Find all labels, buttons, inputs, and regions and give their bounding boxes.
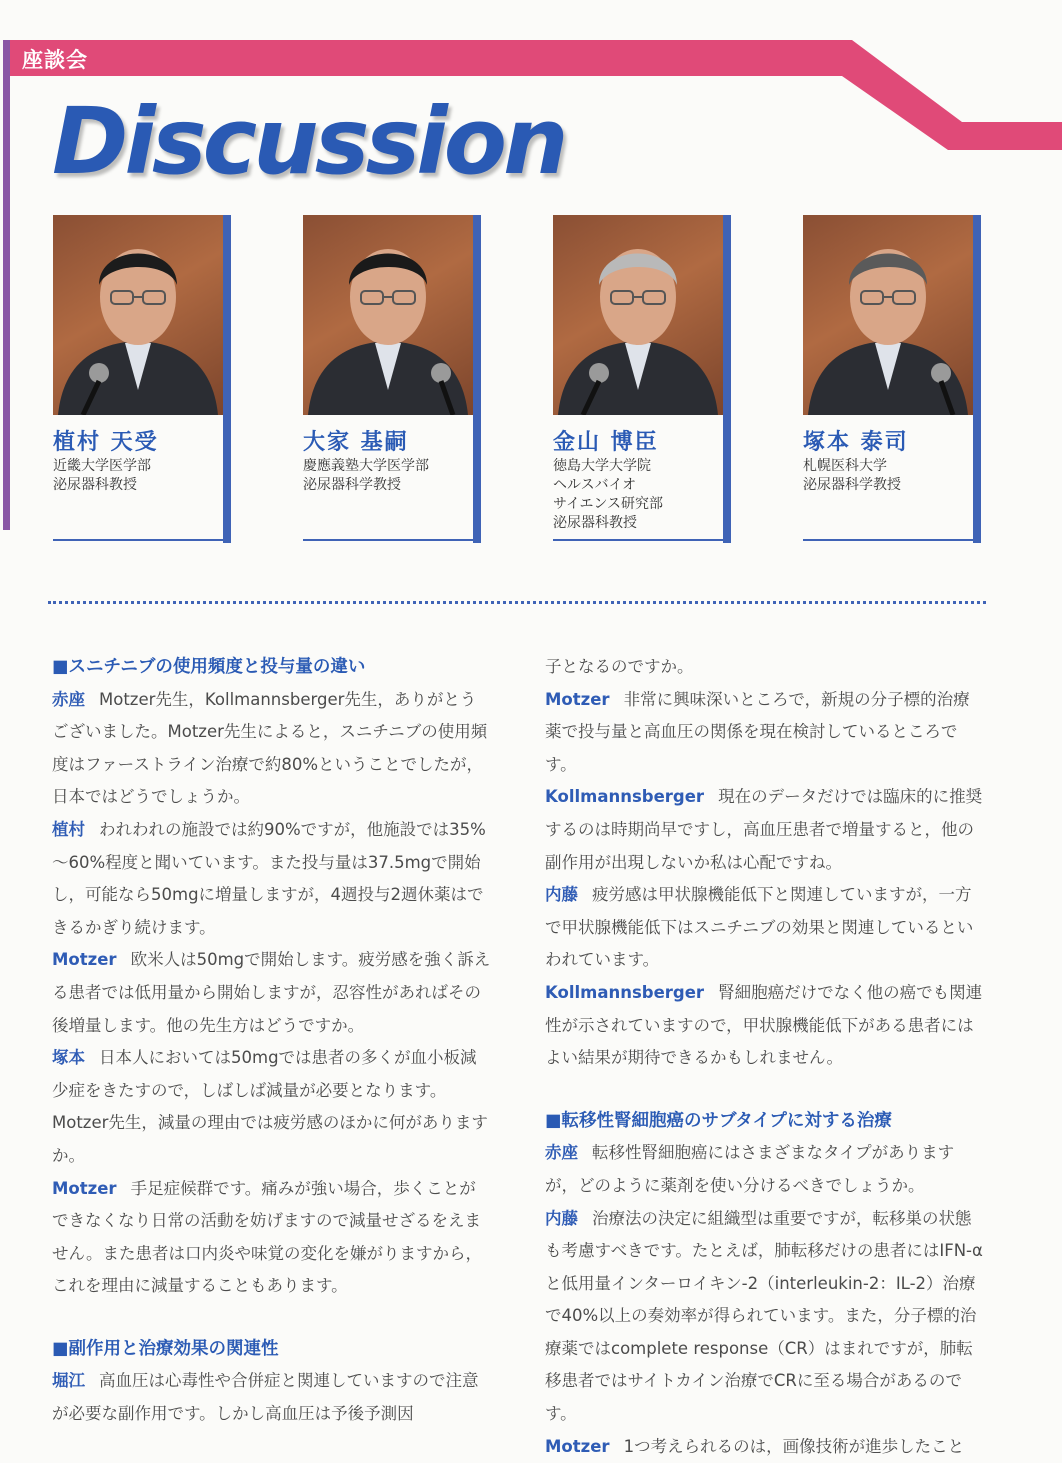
dialogue-paragraph bbox=[545, 977, 985, 1075]
section-heading: ■スニチニブの使用頻度と投与量の違い bbox=[52, 657, 366, 677]
dialogue-text: 疲労感は甲状腺機能低下と関連していますが，一方で甲状腺機能低下はスニチニブの効果と関連しているといわれています。 bbox=[545, 885, 974, 970]
dialogue-paragraph bbox=[545, 1137, 985, 1202]
dialogue-paragraph bbox=[52, 1042, 492, 1172]
card-accent-bar bbox=[723, 215, 731, 543]
speaker-label: 赤座 bbox=[545, 1143, 578, 1163]
speaker-affiliation bbox=[553, 457, 663, 533]
dialogue-text: Motzer先生，Kollmannsberger先生，ありがとうございました。Motzer先生によると，スニチニブの使用頻度はファーストライン治療で約80%ということでしたが，日本ではどうでしょうか。 bbox=[52, 689, 488, 807]
affiliation-line: 泌尿器科教授 bbox=[53, 477, 137, 493]
section-heading: ■副作用と治療効果の関連性 bbox=[52, 1338, 279, 1359]
speaker-name: 植村 天受 bbox=[53, 430, 159, 455]
speaker-card bbox=[53, 215, 231, 543]
affiliation-line: 札幌医科大学 bbox=[803, 458, 887, 474]
speaker-label: 赤座 bbox=[52, 689, 85, 709]
speaker-label: 塚本 bbox=[52, 1048, 85, 1068]
affiliation-line: 泌尿器科学教授 bbox=[803, 477, 901, 493]
speaker-photo bbox=[803, 215, 973, 415]
speaker-label: Kollmannsberger bbox=[545, 982, 705, 1002]
dialogue-paragraph bbox=[52, 1365, 492, 1430]
dialogue-paragraph bbox=[52, 684, 492, 814]
dialogue-text: 手足症候群です。痛みが強い場合，歩くことができなくなり日常の活動を妨げますので減量せざるをえません。また患者は口内炎や味覚の変化を嫌がりますから，これを理由に減量することもあります。 bbox=[52, 1178, 482, 1296]
speaker-label: Kollmannsberger bbox=[545, 787, 705, 807]
dialogue-text: 日本人においては50mgでは患者の多くが血小板減少症をきたすので，しばしば減量が必要となります。Motzer先生，減量の理由では疲労感のほかに何がありますか。 bbox=[52, 1048, 488, 1165]
speaker-label: 内藤 bbox=[545, 885, 578, 905]
speaker-affiliation bbox=[303, 457, 429, 495]
affiliation-line: 近畿大学医学部 bbox=[53, 458, 151, 474]
card-accent-bar bbox=[973, 215, 981, 543]
speaker-label: Motzer bbox=[52, 950, 117, 970]
dialogue-paragraph bbox=[545, 684, 985, 782]
dialogue-paragraph bbox=[52, 1173, 492, 1303]
dialogue-text: 非常に興味深いところで，新規の分子標的治療薬で投与量と高血圧の関係を現在検討しているところです。 bbox=[545, 689, 970, 774]
card-accent-bar bbox=[223, 215, 231, 543]
dialogue-text: 1つ考えられるのは，画像技術が進歩したこと bbox=[623, 1436, 965, 1456]
speaker-name: 金山 博臣 bbox=[553, 430, 659, 455]
dialogue-paragraph bbox=[545, 781, 985, 879]
dialogue-paragraph bbox=[52, 944, 492, 1042]
dialogue-paragraph bbox=[52, 814, 492, 944]
affiliation-line: サイエンス研究部 bbox=[553, 496, 664, 512]
page-title: Discussion bbox=[52, 88, 565, 195]
speaker-affiliation bbox=[53, 457, 151, 495]
dialogue-text: 現在のデータだけでは臨床的に推奨するのは時期尚早ですし，高血圧患者で増量すると，他の副作用が出現しないか私は心配ですね。 bbox=[545, 787, 983, 872]
dialogue-text: 高血圧は心毒性や合併症と関連していますので注意が必要な副作用です。しかし高血圧は予後予測因 bbox=[52, 1371, 479, 1424]
dialogue-text: 欧米人は50mgで開始します。疲労感を強く訴える患者では低用量から開始しますが，忍容性があればその後増量します。他の先生方はどうですか。 bbox=[52, 950, 491, 1035]
affiliation-line: 徳島大学大学院 bbox=[553, 458, 651, 474]
affiliation-line: 泌尿器科学教授 bbox=[303, 477, 401, 493]
speaker-photo bbox=[303, 215, 473, 415]
speaker-photo bbox=[553, 215, 723, 415]
card-bottom-rule bbox=[303, 539, 481, 541]
speaker-label: Motzer bbox=[545, 689, 610, 709]
speaker-label: 内藤 bbox=[545, 1208, 578, 1228]
dialogue-paragraph bbox=[545, 1431, 985, 1463]
card-accent-bar bbox=[473, 215, 481, 543]
speaker-card bbox=[803, 215, 981, 543]
speaker-label: Motzer bbox=[545, 1436, 610, 1456]
text-column-right bbox=[545, 651, 985, 1463]
speaker-card bbox=[303, 215, 481, 543]
card-bottom-rule bbox=[553, 539, 731, 541]
dialogue-paragraph bbox=[545, 879, 985, 977]
speaker-card bbox=[553, 215, 731, 543]
section-label: 座談会 bbox=[22, 48, 88, 72]
dialogue-text: 子となるのですか。 bbox=[545, 657, 694, 676]
speaker-label: Motzer bbox=[52, 1178, 117, 1198]
affiliation-line: 泌尿器科教授 bbox=[553, 515, 637, 531]
speaker-name: 大家 基嗣 bbox=[303, 430, 409, 455]
left-accent-rule bbox=[3, 40, 10, 530]
dialogue-text: 治療法の決定に組織型は重要ですが，転移巣の状態も考慮すべきです。たとえば，肺転移だけの患者にはIFN-αと低用量インターロイキン-2（interleukin-2：IL-2）治療で40%以上の奏効率が得られています。また，分子標的治療薬ではcomplete response（CR）はまれですが，肺転移患者ではサイトカイン治療でCRに至る場合があるのです。 bbox=[545, 1208, 983, 1424]
speaker-affiliation bbox=[803, 457, 901, 495]
section-heading: ■転移性腎細胞癌のサブタイプに対する治療 bbox=[545, 1110, 892, 1131]
speaker-photo bbox=[53, 215, 223, 415]
dotted-divider bbox=[48, 601, 986, 604]
dialogue-text: われわれの施設では約90%ですが，他施設では35%～60%程度と聞いています。また投与量は37.5mgで開始し，可能なら50mgに増量しますが，4週投与2週休薬はできるかぎり続けます。 bbox=[52, 819, 486, 937]
card-bottom-rule bbox=[803, 539, 981, 541]
dialogue-text: 転移性腎細胞癌にはさまざまなタイプがありますが，どのように薬剤を使い分けるべきでしょうか。 bbox=[545, 1143, 955, 1195]
text-column-left bbox=[52, 651, 492, 1431]
dialogue-text: 腎細胞癌だけでなく他の癌でも関連性が示されていますので，甲状腺機能低下がある患者にはよい結果が期待できるかもしれません。 bbox=[545, 982, 983, 1068]
dialogue-paragraph bbox=[545, 651, 985, 684]
speaker-label: 堀江 bbox=[52, 1371, 85, 1391]
dialogue-paragraph bbox=[545, 1203, 985, 1431]
speaker-name: 塚本 泰司 bbox=[803, 430, 909, 455]
affiliation-line: ヘルスバイオ bbox=[553, 477, 637, 493]
speaker-label: 植村 bbox=[52, 819, 85, 839]
affiliation-line: 慶應義塾大学医学部 bbox=[303, 458, 429, 474]
card-bottom-rule bbox=[53, 539, 231, 541]
